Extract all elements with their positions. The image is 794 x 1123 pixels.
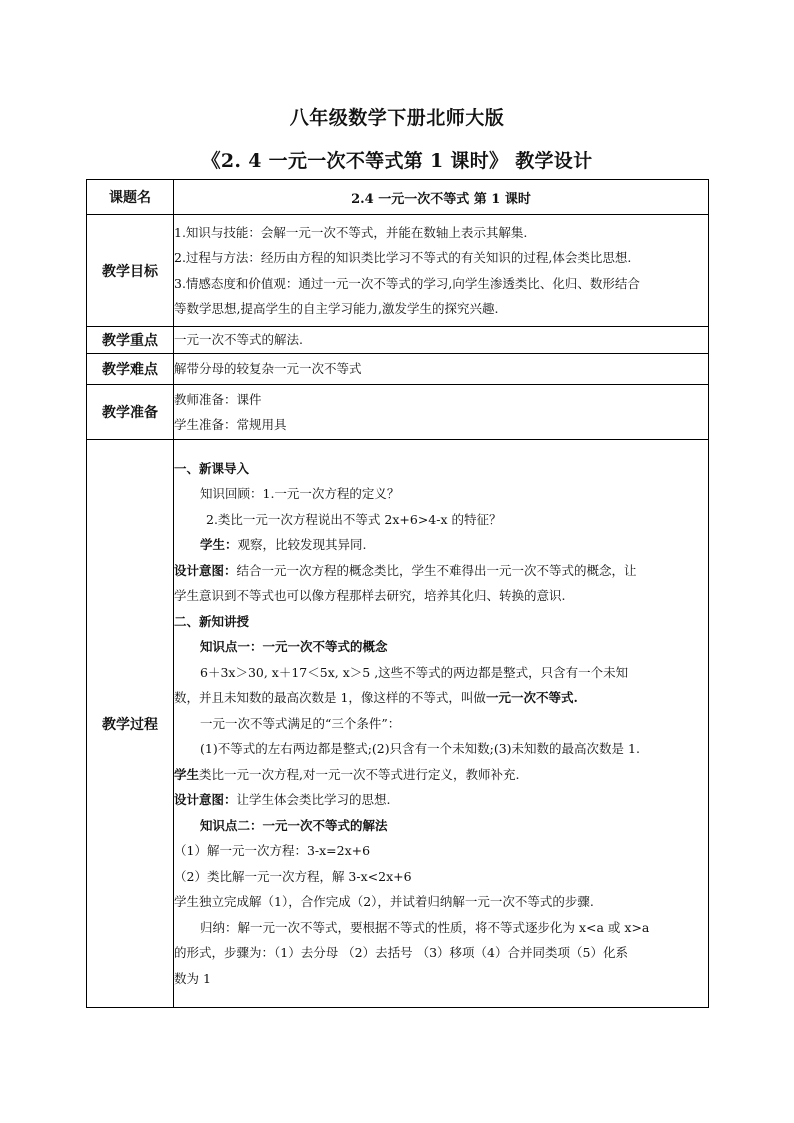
row-difficulty [87,354,709,385]
document-subtitle: 《2. 4 一元一次不等式第 1 课时》 教学设计 [201,150,593,172]
student-line [174,532,708,558]
preparation-content [174,385,709,440]
student-text: 观察，比较发现其异同. [237,537,367,553]
kp1-line2-text: 数，并且未知数的最高次数是 1，像这样的不等式，叫做 [174,690,486,706]
row-key-point [87,327,709,354]
prep-line: 学生准备：常规用具 [174,417,287,432]
goal-line: 3.情感态度和价值观：通过一元一次不等式的学习,向学生渗透类比、化归、数形结合 [174,275,640,291]
kp1-line: 一元一次不等式满足的“三个条件”： [200,715,401,731]
design-line [174,558,708,584]
difficulty-text: 解带分母的较复杂一元一次不等式 [174,361,362,377]
goal-line: 等数学思想,提高学生的自主学习能力,激发学生的探究兴趣. [174,301,499,316]
goals-content [174,215,709,327]
kp1-student-text: 类比一元一次方程,对一元一次不等式进行定义，教师补充. [199,766,520,782]
section-title: 二、新知讲授 [174,613,250,629]
goal-line: 1.知识与技能：会解一元一次不等式，并能在数轴上表示其解集. [174,224,528,240]
prep-line: 教师准备：课件 [174,391,262,407]
label-key-point: 教学重点 [87,327,174,354]
design-label: 设计意图： [174,792,237,808]
kp2-line: 学生独立完成解（1），合作完成（2），并试着归纳解一元一次不等式的步骤. [174,894,594,910]
design-text: 让学生体会类比学习的思想. [236,792,391,808]
knowledge-point-title: 知识点一：一元一次不等式的概念 [200,639,388,655]
design-text: 结合一元一次方程的概念类比，学生不难得出一元一次不等式的概念，让 [236,562,637,578]
kp2-line: （2）类比解一元一次方程，解 3-x<2x+6 [174,868,412,884]
row-goals [87,215,709,327]
row-process [87,440,709,1008]
row-topic [87,180,709,215]
key-point-text: 一元一次不等式的解法. [174,332,303,348]
label-topic: 课题名 [87,180,174,215]
kp2-line: （1）解一元一次方程：3-x=2x+6 [174,843,371,859]
document-title: 八年级数学下册北师大版 [289,107,505,129]
kp1-line [174,762,708,788]
kp1-line: (1)不等式的左右两边都是整式;(2)只含有一个未知数;(3)未知数的最高次数是 1. [200,741,640,757]
process-content [174,440,709,1008]
design-label: 设计意图： [174,562,237,578]
key-point-value [174,327,709,354]
design-line [174,787,708,813]
kp2-line: 的形式，步骤为：（1）去分母 （2）去括号 （3）移项（4）合并同类项（5）化系 [174,945,628,961]
kp1-line [174,685,708,711]
review-line: 2.类比一元一次方程说出不等式 2x+6>4-x 的特征？ [206,511,502,527]
label-difficulty: 教学难点 [87,354,174,385]
row-preparation [87,385,709,440]
student-label: 学生： [200,537,238,553]
topic-value: 2.4 一元一次不等式 第 1 课时 [174,180,709,215]
label-goals: 教学目标 [87,215,174,327]
difficulty-value [174,354,709,385]
section-title: 一、新课导入 [174,460,250,476]
kp1-student-label: 学生 [174,766,200,782]
design-line: 学生意识到不等式也可以像方程那样去研究，培养其化归、转换的意识. [174,588,566,604]
kp1-line2-term: 一元一次不等式. [485,690,578,706]
review-line: 知识回顾：1.一元一次方程的定义？ [200,486,400,502]
knowledge-point-title: 知识点二：一元一次不等式的解法 [200,817,388,833]
goal-line: 2.过程与方法：经历由方程的知识类比学习不等式的有关知识的过程,体会类比思想. [174,250,632,265]
kp2-line: 数为 1 [174,970,211,986]
lesson-plan-table [86,179,709,1008]
label-preparation: 教学准备 [87,385,174,440]
kp2-line: 归纳：解一元一次不等式，要根据不等式的性质，将不等式逐步化为 x<a 或 x>a [200,919,650,935]
label-process: 教学过程 [87,440,174,1008]
kp1-line: 6＋3x＞30, x＋17＜5x, x＞5 ,这些不等式的两边都是整式，只含有一个未知 [200,664,629,680]
